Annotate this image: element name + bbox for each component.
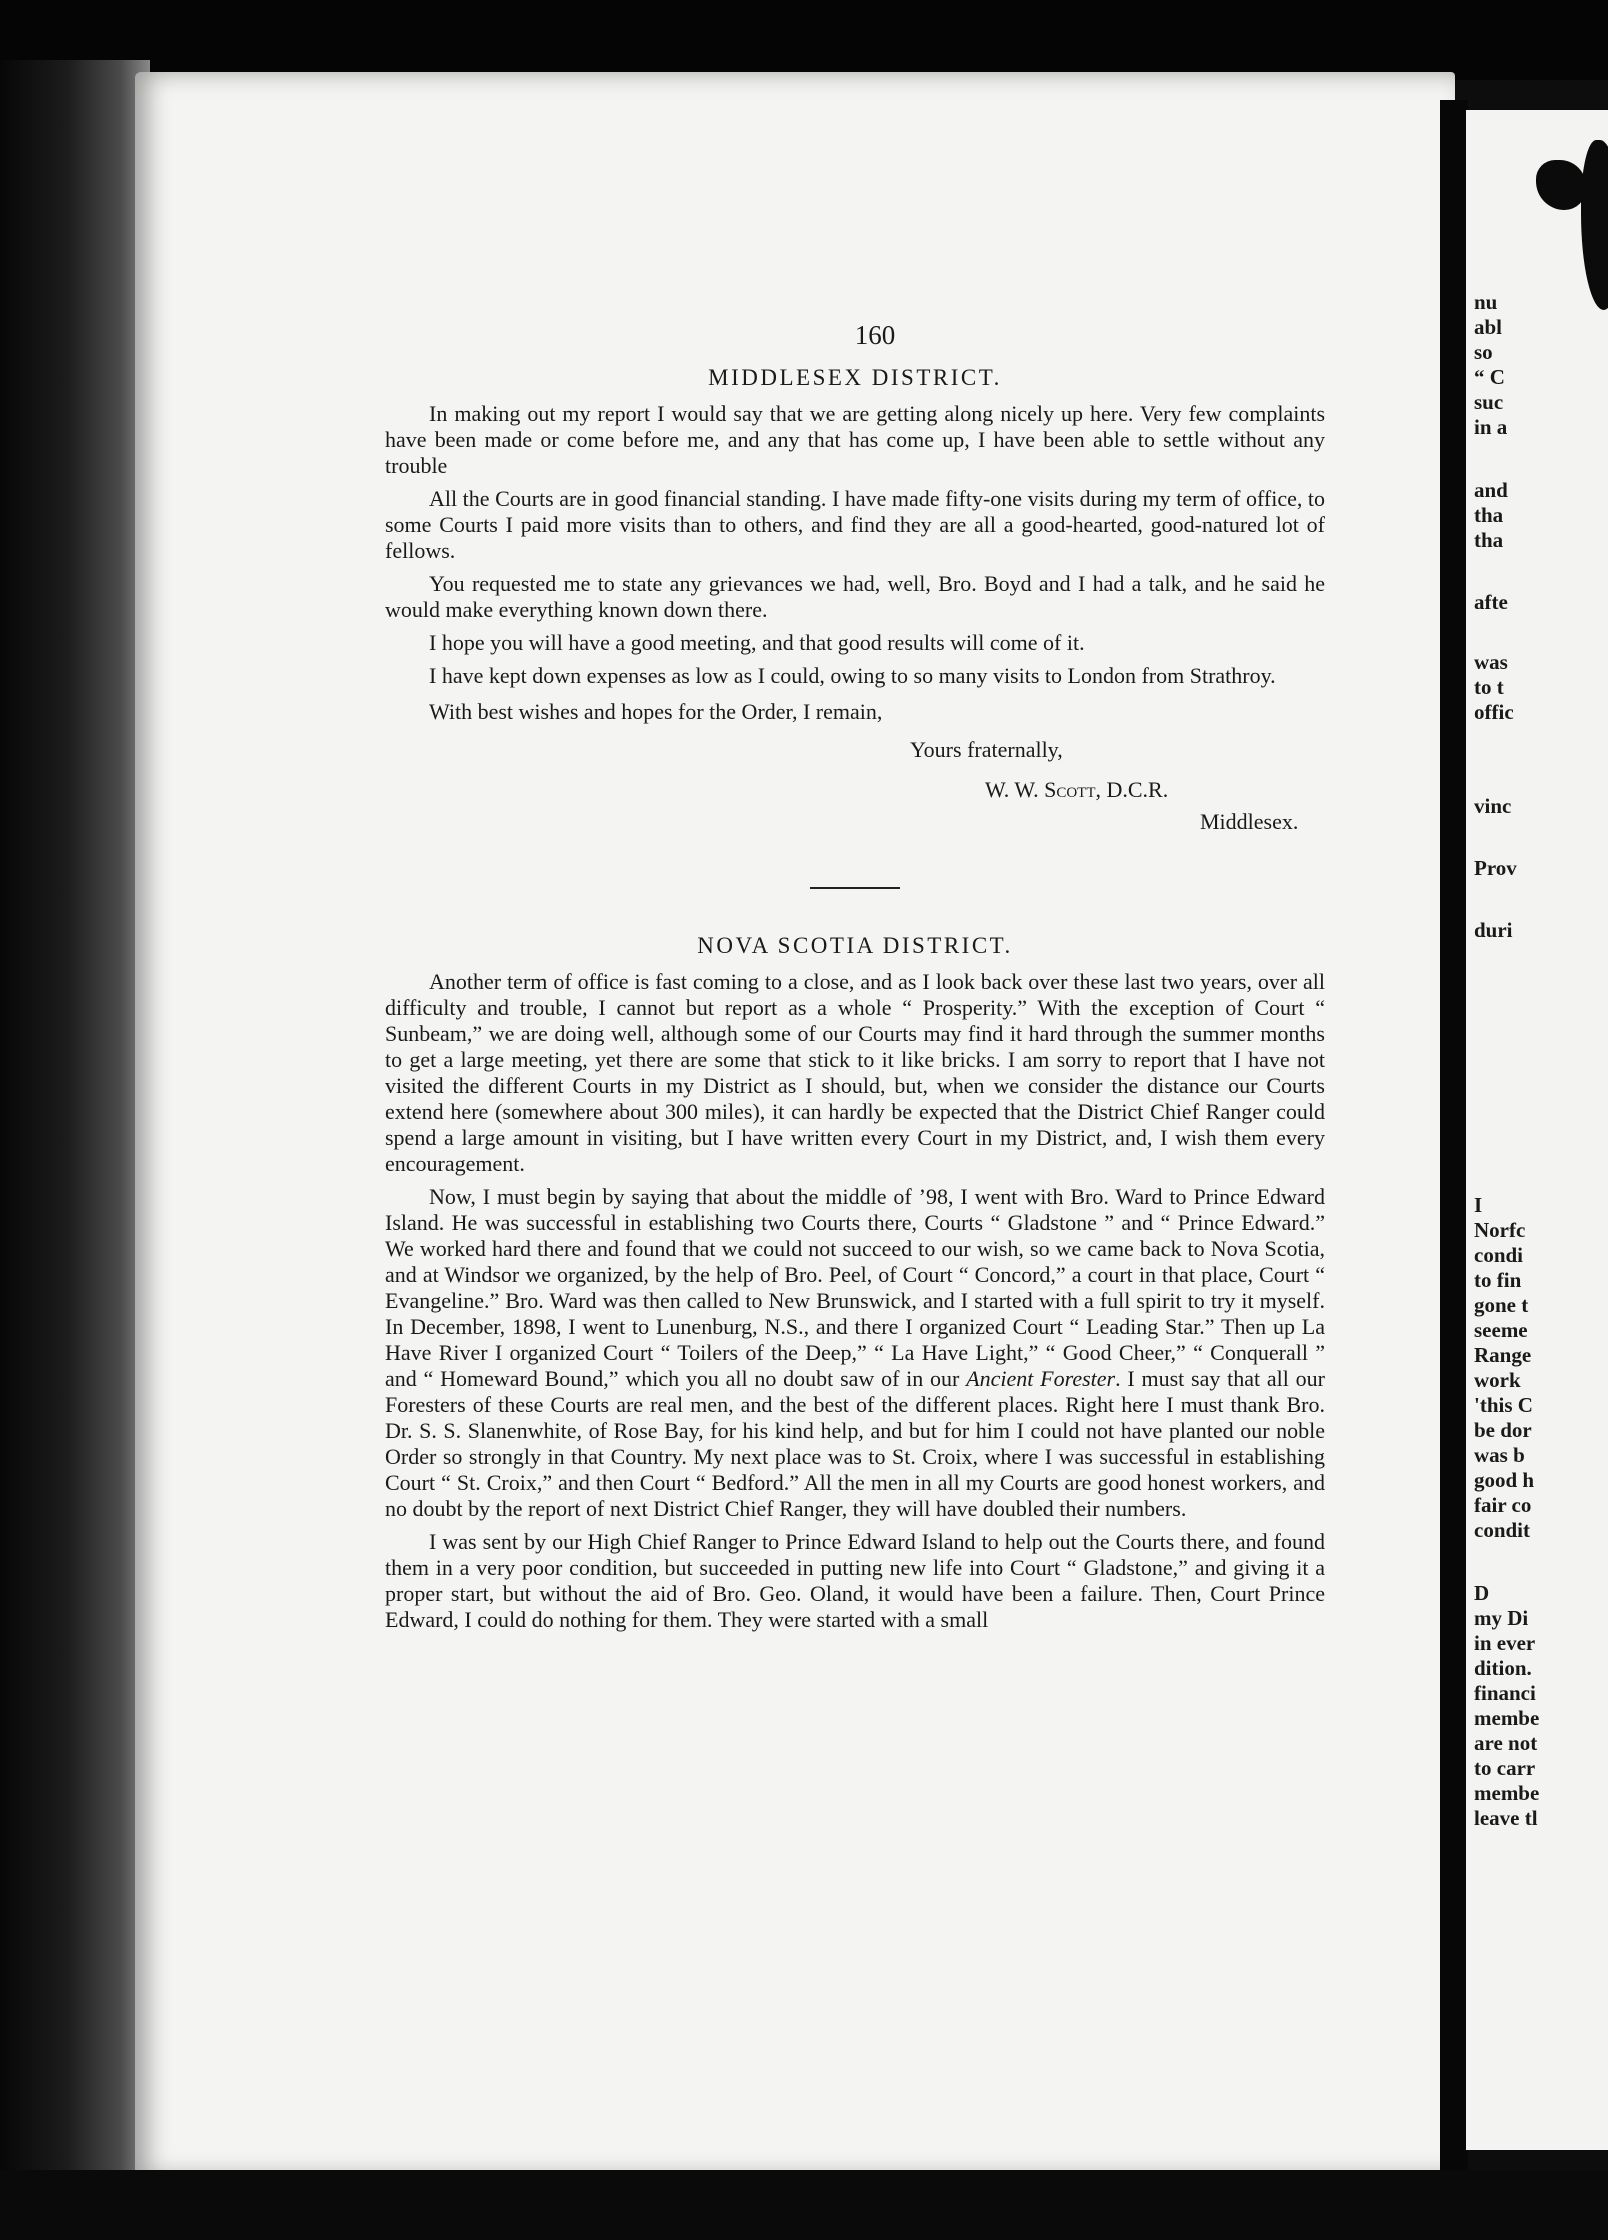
facing-page-line: work <box>1474 1368 1521 1392</box>
page-gutter <box>1440 100 1468 2240</box>
paragraph: All the Courts are in good financial standing. I have made fifty-one visits during my term of office, to some Courts I paid more visits than to others, and find they are all a good-hearted, good-natured lot of fellows. <box>385 486 1325 563</box>
facing-page-line: seeme <box>1474 1318 1528 1342</box>
facing-page-line: I <box>1474 1193 1483 1217</box>
facing-page-line: my Di <box>1474 1606 1529 1630</box>
facing-page-line: and <box>1474 478 1508 502</box>
page-content <box>385 320 1325 1640</box>
facing-page-line: to t <box>1474 675 1504 699</box>
signature-district: Middlesex. <box>1200 809 1299 834</box>
facing-page-line: suc <box>1474 390 1504 414</box>
facing-page-line: vinc <box>1474 794 1512 818</box>
paragraph-text: I must say that all our Foresters of these Courts are real men, and the best of the different places. Right here I must thank Bro. Dr. S. S. Slanenwhite, of Rose Bay, for his kind help, and but for him I could not have planted our noble Order so strongly in that Country. My next place was to St. Croix, where I was successful in establishing Court “ St. Croix,” and then Court “ Bedford.” All the men in all my Courts are good honest workers, and no doubt by the report of next District Chief Ranger, they will have doubled their numbers. <box>385 1366 1326 1521</box>
facing-page-line: to carr <box>1474 1756 1536 1780</box>
facing-page-fragment <box>1466 110 1608 2150</box>
section-heading: NOVA SCOTIA DISTRICT. <box>697 933 1013 958</box>
valediction: Yours fraternally, <box>910 737 1063 762</box>
facing-page-line: 'this C <box>1474 1393 1533 1417</box>
paragraph: I have kept down expenses as low as I could, owing to so many visits to London from Strathroy. <box>429 663 1276 688</box>
paragraph: I was sent by our High Chief Ranger to Prince Edward Island to help out the Courts there, and found them in a very poor condition, but succeeded in putting new life into Court “ Gladstone,” and giving it a proper start, but without the aid of Bro. Geo. Oland, it would have been a failure. Then, Court Prince Edward, I could do nothing for them. They were started with a small <box>385 1529 1325 1632</box>
facing-page-line: fair co <box>1474 1493 1532 1517</box>
facing-page-line: nu <box>1474 290 1498 314</box>
section-separator <box>810 887 900 889</box>
paragraph: You requested me to state any grievances we had, well, Bro. Boyd and I had a talk, and he said he would make everything known down there. <box>385 571 1325 622</box>
facing-page-line: condit <box>1474 1518 1531 1542</box>
signature <box>985 777 1325 803</box>
facing-page-line: are not <box>1474 1731 1538 1755</box>
facing-page-line: so <box>1474 340 1493 364</box>
closing-remark: With best wishes and hopes for the Order, I remain, <box>429 699 883 724</box>
middlesex-section <box>385 365 1325 835</box>
paragraph-text: . <box>1115 1366 1121 1391</box>
paragraph: Another term of office is fast coming to a close, and as I look back over these last two years, over all difficulty and trouble, I cannot but report as a whole “ Prosperity.” With the exception of Court “ Sunbeam,” we are doing well, although some of our Courts may find it hard through the summer months to get a large meeting, yet there are some that stick to it like bricks. I am sorry to report that I have not visited the different Courts in my District as I should, but, when we consider the distance our Courts extend here (somewhere about 300 miles), it can hardly be expected that the District Chief Ranger could spend a large amount in visiting, but I have written every Court in my District, and, I wish them every encouragement. <box>385 969 1325 1176</box>
facing-page-line: “ C <box>1474 365 1505 389</box>
publication-title: Ancient Forester <box>966 1366 1116 1391</box>
facing-page-line: duri <box>1474 918 1513 942</box>
facing-page-line: gone t <box>1474 1293 1529 1317</box>
facing-page-line: financi <box>1474 1681 1536 1705</box>
facing-page-line: tha <box>1474 528 1504 552</box>
facing-page-line: Prov <box>1474 856 1517 880</box>
scan-top-border <box>0 0 1608 80</box>
nova-scotia-section <box>385 933 1325 1633</box>
facing-page-line: condi <box>1474 1243 1524 1267</box>
facing-page-line: Norfc <box>1474 1218 1526 1242</box>
facing-page-line: abl <box>1474 315 1503 339</box>
section-heading: MIDDLESEX DISTRICT. <box>708 365 1002 390</box>
facing-page-line: in ever <box>1474 1631 1536 1655</box>
paragraph-text: Now, I must begin by saying that about the middle of ’98, I went with Bro. Ward to Prince Edward Island. He was successful in establishing two Courts there, Courts “ Gladstone ” and “ Prince Edward.” We worked hard there and found that we could not succeed to our wish, so we came back to Nova Scotia, and at Windsor we organized, by the help of Bro. Peel, of Court “ Concord,” a court in that place, Court “ Evangeline.” Bro. Ward was then called to New Brunswick, and I started with a full spirit to try it myself. In December, 1898, I went to Lunenburg, N.S., and there I organized Court “ Leading Star.” Then up La Have River I organized Court “ Toilers of the Deep,” “ La Have Light,” “ Good Cheer,” “ Conquerall ” and “ Homeward Bound,” which you all no doubt saw of in our <box>385 1184 1325 1391</box>
facing-page-line: offic <box>1474 700 1514 724</box>
facing-page-line: in a <box>1474 415 1508 439</box>
facing-page-line: to fin <box>1474 1268 1522 1292</box>
page-number: 160 <box>854 320 896 350</box>
facing-page-line: D <box>1474 1581 1490 1605</box>
paragraph: I hope you will have a good meeting, and that good results will come of it. <box>429 630 1085 655</box>
ink-blot <box>1581 140 1608 310</box>
facing-page-line: tha <box>1474 503 1504 527</box>
facing-page-line: was b <box>1474 1443 1525 1467</box>
scan-bottom-border <box>0 2170 1608 2240</box>
book-spine-left-edge <box>0 60 150 2240</box>
paragraph <box>385 1184 1325 1522</box>
ink-blot <box>1536 160 1586 210</box>
facing-page-line: membe <box>1474 1781 1540 1805</box>
facing-page-line: good h <box>1474 1468 1535 1492</box>
signature-title: , D.C.R. <box>1095 777 1169 802</box>
facing-page-line: dition. <box>1474 1656 1532 1680</box>
facing-page-line: membe <box>1474 1706 1540 1730</box>
signature-name: W. W. Scott <box>985 777 1096 802</box>
facing-page-line: be dor <box>1474 1418 1532 1442</box>
facing-page-line: Range <box>1474 1343 1532 1367</box>
facing-page-line: leave tl <box>1474 1806 1538 1830</box>
facing-page-line: was <box>1474 650 1508 674</box>
facing-page-line: afte <box>1474 590 1508 614</box>
paragraph: In making out my report I would say that we are getting along nicely up here. Very few complaints have been made or come before me, and any that has come up, I have been able to settle without any trouble <box>385 401 1325 478</box>
